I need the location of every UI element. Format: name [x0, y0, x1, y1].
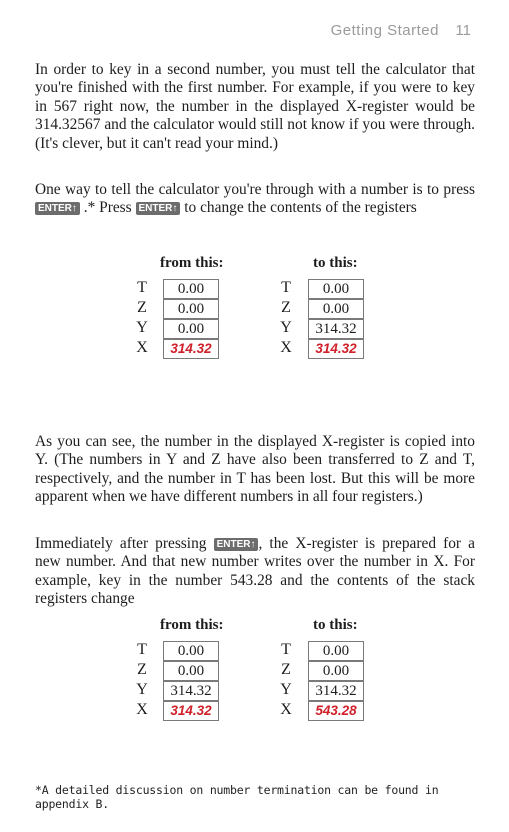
page-number: 11	[455, 22, 471, 39]
from-register-x: 314.32	[163, 339, 219, 359]
register-label-x: X	[280, 701, 292, 718]
paragraph-second-number: In order to key in a second number, you must tell the calculator that you're finished with the first number. For example, if you were to key in 567 right now, the number in the displayed X-register would be 314.32567 and the calculator would still not know if you were through. (It's clever, but it can't read your mind.)	[35, 61, 475, 152]
register-label-t: T	[137, 279, 147, 296]
register-label-t: T	[137, 641, 147, 658]
paragraph-enter-key	[35, 181, 475, 218]
from-label: from this:	[160, 617, 224, 633]
to-register-y: 314.32	[308, 319, 364, 339]
to-label: to this:	[313, 255, 358, 271]
enter-key-badge: ENTER↑	[136, 202, 181, 215]
register-label-z: Z	[281, 299, 291, 316]
register-label-z: Z	[281, 661, 291, 678]
from-register-t: 0.00	[163, 279, 219, 299]
register-label-y: Y	[280, 319, 292, 336]
to-register-z: 0.00	[308, 661, 364, 681]
running-head-title: Getting Started	[330, 22, 439, 39]
to-register-x: 314.32	[308, 339, 364, 359]
to-register-t: 0.00	[308, 279, 364, 299]
register-label-y: Y	[136, 681, 148, 698]
to-label: to this:	[313, 617, 358, 633]
paragraph-after-text-2: , the X-register is prepared for a new number. And that new number writes over the number in X. For example, key in the number 543.28 and the contents of the stack registers change	[35, 535, 475, 608]
register-label-z: Z	[137, 299, 147, 316]
to-register-t: 0.00	[308, 641, 364, 661]
register-label-t: T	[281, 641, 291, 658]
paragraph-enter-text-2: .* Press	[83, 199, 132, 217]
from-label: from this:	[160, 255, 224, 271]
register-label-x: X	[280, 339, 292, 356]
to-register-x: 543.28	[308, 701, 364, 721]
footnote: *A detailed discussion on number termination can be found in appendix B.	[35, 783, 439, 811]
register-label-x: X	[136, 339, 148, 356]
enter-key-badge: ENTER↑	[214, 538, 259, 551]
paragraph-after-pressing-enter	[35, 535, 475, 609]
stack-diagram-1	[130, 255, 370, 365]
register-label-y: Y	[136, 319, 148, 336]
to-register-y: 314.32	[308, 681, 364, 701]
paragraph-enter-text-3: to change the contents of the registers	[184, 199, 417, 217]
paragraph-after-text-1: Immediately after pressing	[35, 535, 207, 552]
from-register-y: 314.32	[163, 681, 219, 701]
enter-key-badge: ENTER↑	[35, 202, 80, 215]
register-label-y: Y	[280, 681, 292, 698]
stack-diagram-2	[130, 617, 370, 727]
register-label-z: Z	[137, 661, 147, 678]
to-register-z: 0.00	[308, 299, 364, 319]
from-register-y: 0.00	[163, 319, 219, 339]
register-label-x: X	[136, 701, 148, 718]
from-register-t: 0.00	[163, 641, 219, 661]
paragraph-enter-text-1: One way to tell the calculator you're through with a number is to press	[35, 181, 475, 198]
from-register-z: 0.00	[163, 299, 219, 319]
page-header	[0, 22, 509, 42]
register-label-t: T	[281, 279, 291, 296]
from-register-z: 0.00	[163, 661, 219, 681]
from-register-x: 314.32	[163, 701, 219, 721]
paragraph-copied-into-y: As you can see, the number in the displayed X-register is copied into Y. (The numbers in Y and Z have also been transferred to Z and T, respectively, and the number in T has been lost. But this will be more apparent when we have different numbers in all four registers.)	[35, 433, 475, 506]
